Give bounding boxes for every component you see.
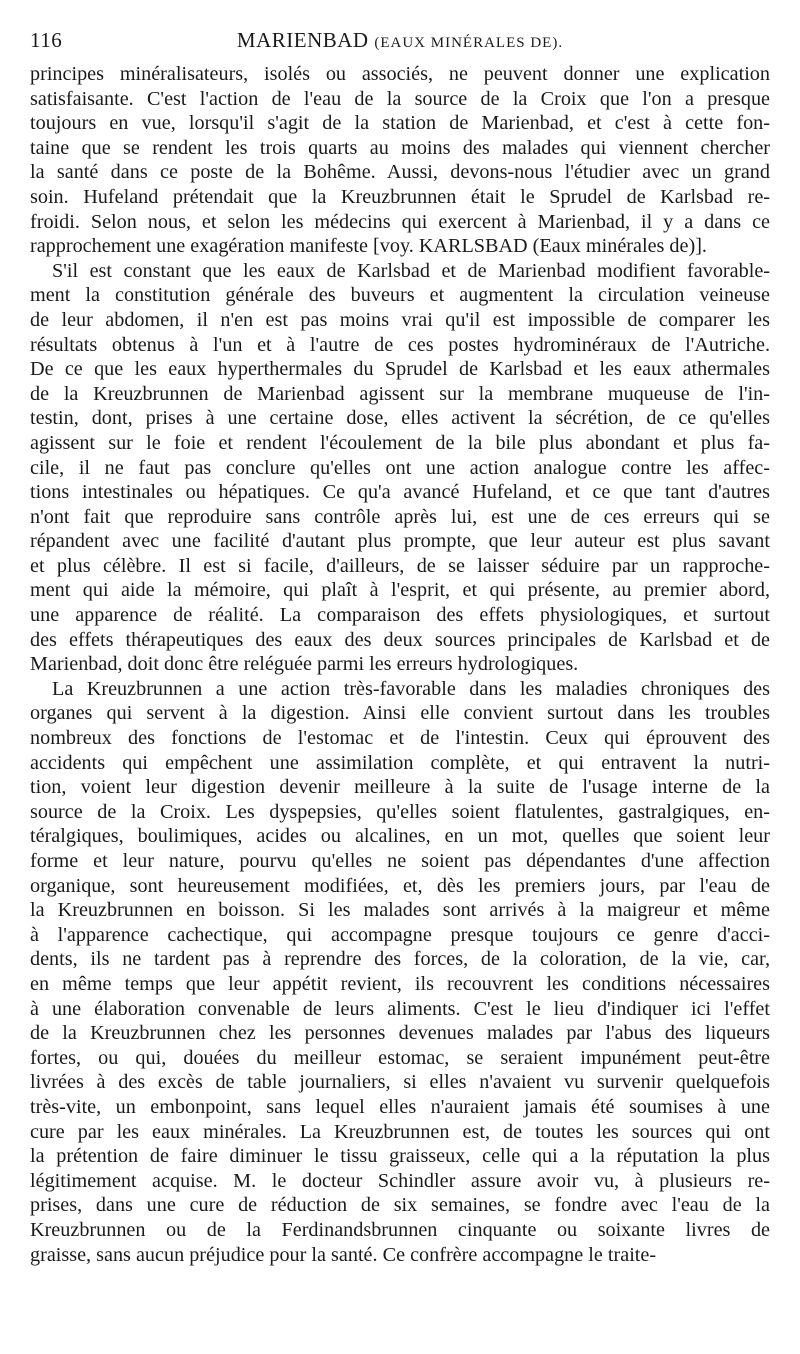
text-line: principes minéralisateurs, isolés ou associés, ne peuvent donner une explication: [30, 63, 770, 85]
text-line: nombreux des fonctions de l'estomac et de l'intestin. Ceux qui éprouvent des: [30, 727, 770, 750]
text-line: et plus célèbre. Il est si facile, d'ailleurs, de se laisser séduire par un rapproche-: [30, 554, 770, 577]
text-line: très-vite, un embonpoint, sans lequel elles n'auraient jamais été soumises à une: [30, 1095, 770, 1118]
text-line: fortes, ou qui, douées du meilleur estomac, se seraient impunément peut-être: [30, 1046, 770, 1069]
text-line: à une élaboration convenable de leurs aliments. C'est le lieu d'indiquer ici l'effet: [30, 997, 770, 1020]
text-line: graisse, sans aucun préjudice pour la santé. Ce confrère accompagne le traite-: [30, 1243, 657, 1266]
header-subtitle: (EAUX MINÉRALES DE).: [374, 35, 564, 51]
text-line: livrées à des excès de table journaliers, si elles n'avaient vu survenir quelquefois: [30, 1071, 770, 1094]
running-head: [30, 22, 770, 62]
text-line: ment qui aide la mémoire, qui plaît à l'esprit, et qui présente, au premier abord,: [30, 579, 770, 602]
header-title: [30, 28, 770, 53]
text-line: Marienbad, doit donc être reléguée parmi les erreurs hydrologiques.: [30, 653, 579, 676]
paragraph: [30, 62, 770, 259]
text-line: accidents qui empêchent une assimilation complète, et qui entravent la nutri-: [30, 751, 770, 774]
text-line: satisfaisante. C'est l'action de l'eau de la source de la Croix que l'on a presque: [30, 87, 770, 110]
text-line: répandent avec une facilité d'autant plus prompte, que leur auteur est plus savant: [30, 530, 770, 553]
header-title-main: MARIENBAD: [236, 28, 369, 52]
text-line: toujours en vue, lorsqu'il s'agit de la station de Marienbad, et c'est à cette fon-: [30, 112, 770, 135]
text-line: résultats obtenus à l'un et à l'autre de ces postes hydrominéraux de l'Autriche.: [30, 333, 770, 356]
text-line: La Kreuzbrunnen a une action très-favorable dans les maladies chroniques des: [52, 677, 770, 700]
text-line: de leur abdomen, il n'en est pas moins vrai qu'il est impossible de comparer les: [30, 308, 770, 331]
body-text: [30, 62, 770, 1267]
text-line: Kreuzbrunnen ou de la Ferdinandsbrunnen cinquante ou soixante livres de: [30, 1218, 770, 1241]
text-line: prises, dans une cure de réduction de six semaines, se fondre avec l'eau de la: [30, 1194, 770, 1217]
text-line: n'ont fait que reproduire sans contrôle après lui, est une de ces erreurs qui se: [30, 505, 770, 528]
text-line: S'il est constant que les eaux de Karlsbad et de Marienbad modifient favorable-: [52, 259, 770, 282]
text-line: de la Kreuzbrunnen de Marienbad agissent sur la membrane muqueuse de l'in-: [30, 382, 770, 405]
text-line: téralgiques, boulimiques, acides ou alcalines, en un mot, quelles que soient leur: [30, 825, 770, 848]
text-line: la Kreuzbrunnen en boisson. Si les malades sont arrivés à la maigreur et même: [30, 899, 770, 922]
text-line: organes qui servent à la digestion. Ainsi elle convient surtout dans les troubles: [30, 702, 770, 725]
text-line: dents, ils ne tardent pas à reprendre des forces, de la coloration, de la vie, car,: [30, 948, 770, 971]
text-line: en même temps que leur appétit revient, ils recouvrent les conditions nécessaires: [30, 972, 770, 995]
text-line: froidi. Selon nous, et selon les médecins qui exercent à Marienbad, il y a dans ce: [30, 210, 770, 233]
text-line: cile, il ne faut pas conclure qu'elles ont une action analogue contre les affec-: [30, 456, 770, 479]
text-line: la santé dans ce poste de la Bohême. Aussi, devons-nous l'étudier avec un grand: [30, 161, 770, 184]
text-line: ment la constitution générale des buveurs et augmentent la circulation veineuse: [30, 284, 770, 307]
text-line: soin. Hufeland prétendait que la Kreuzbrunnen était le Sprudel de Karlsbad re-: [30, 185, 770, 208]
text-line: la prétention de faire diminuer le tissu graisseux, celle qui a la réputation la plus: [30, 1145, 770, 1168]
paragraph: [30, 259, 770, 677]
text-line: testin, dont, prises à une certaine dose, elles activent la sécrétion, de ce qu'elles: [30, 407, 770, 430]
text-line: légitimement acquise. M. le docteur Schindler assure avoir vu, à plusieurs re-: [30, 1169, 770, 1192]
text-line: tions intestinales ou hépatiques. Ce qu'a avancé Hufeland, et ce que tant d'autres: [30, 481, 770, 504]
text-line: source de la Croix. Les dyspepsies, qu'elles soient flatulentes, gastralgiques, en-: [30, 800, 770, 823]
page-number: 116: [30, 28, 63, 52]
text-line: De ce que les eaux hyperthermales du Sprudel de Karlsbad et les eaux athermales: [30, 358, 770, 381]
text-line: forme et leur nature, pourvu qu'elles ne soient pas dépendantes d'une affection: [30, 850, 770, 872]
text-line: taine que se rendent les trois quarts au moins des malades qui viennent chercher: [30, 136, 770, 159]
text-line: organique, sont heureusement modifiées, et, dès les premiers jours, par l'eau de: [30, 874, 770, 897]
text-line: tion, voient leur digestion devenir meilleure à la suite de l'usage interne de la: [30, 776, 770, 799]
text-line: agissent sur le foie et rendent l'écoulement de la bile plus abondant et plus fa-: [30, 431, 770, 454]
text-line: rapprochement une exagération manifeste [voy. KARLSBAD (Eaux minérales de)].: [30, 235, 707, 258]
text-line: à l'apparence cachectique, qui accompagne presque toujours ce genre d'acci-: [30, 923, 770, 946]
text-line: cure par les eaux minérales. La Kreuzbrunnen est, de toutes les sources qui ont: [30, 1120, 770, 1143]
text-line: de la Kreuzbrunnen chez les personnes devenues malades par l'abus des liqueurs: [30, 1022, 770, 1045]
paragraph: [30, 677, 770, 1267]
book-page: [30, 22, 770, 1267]
text-line: une apparence de réalité. La comparaison des effets physiologiques, et surtout: [30, 604, 770, 627]
text-line: des effets thérapeutiques des eaux des deux sources principales de Karlsbad et de: [30, 628, 770, 651]
